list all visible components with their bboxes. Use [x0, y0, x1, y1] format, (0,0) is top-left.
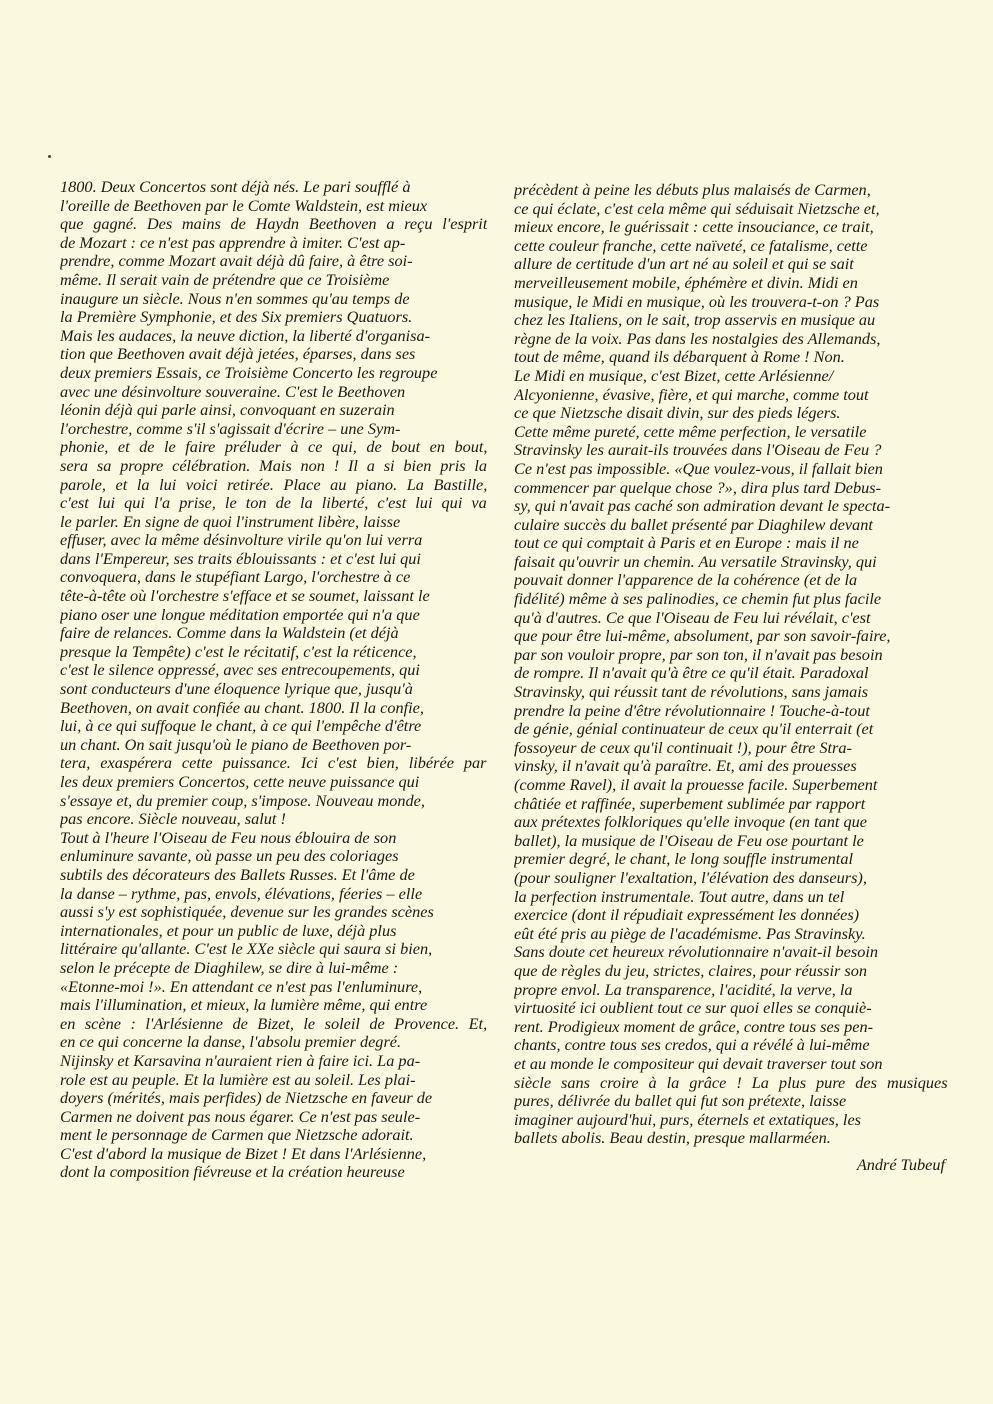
text-line: c'est le silence oppressé, avec ses entrecoupements, qui	[60, 661, 420, 680]
text-line: cette couleur franche, cette naïveté, ce fatalisme, cette	[514, 236, 868, 255]
text-line: (comme Ravel), il avait la prouesse facile. Superbement	[514, 776, 878, 794]
text-line: fidélité) même à ses palinodies, ce chemin fut plus facile	[514, 590, 882, 609]
text-line: dans l'Empereur, ses traits éblouissants : et c'est lui qui	[60, 549, 421, 568]
right-text-column	[514, 181, 948, 1148]
text-line: musique, le Midi en musique, où les trouvera-t-on ? Pas	[514, 292, 880, 311]
text-line: Nijinsky et Karsavina n'auraient rien à faire ici. La pa-	[60, 1051, 421, 1070]
text-line: par son vouloir propre, par son ton, il n'avait pas besoin	[514, 645, 883, 664]
text-line: sera sa propre célébration. Mais non ! Il a si bien pris la	[60, 456, 487, 475]
text-line: parole, et la lui voici retirée. Place au piano. La Bastille,	[60, 475, 487, 494]
text-line: la perfection instrumentale. Tout autre, dans un tel	[514, 887, 845, 906]
text-line: «Etonne-moi !». En attendant ce n'est pas l'enluminure,	[60, 977, 423, 996]
text-line: tera, exaspérera cette puissance. Ici c'est bien, libérée par	[60, 754, 487, 773]
text-line: aussi s'y est sophistiquée, devenue sur les grandes scènes	[60, 903, 434, 922]
text-line: imaginer aujourd'hui, purs, éternels et extatiques, les	[514, 1110, 862, 1129]
text-line: même. Il serait vain de prétendre que ce Troisième	[60, 270, 390, 289]
text-line: tête-à-tête où l'orchestre s'efface et se soumet, laissant le	[60, 587, 430, 606]
text-line: la Première Symphonie, et des Six premiers Quatuors.	[60, 308, 413, 327]
text-line: presque la Tempête) c'est le récitatif, c'est la réticence,	[60, 642, 417, 661]
text-line: précèdent à peine les débuts plus malaisés de Carmen,	[514, 181, 871, 199]
text-line: en scène : l'Arlésienne de Bizet, le soleil de Provence. Et,	[60, 1014, 487, 1033]
text-line: ce que Nietzsche disait divin, sur des pieds légers.	[514, 404, 841, 423]
text-line: chants, contre tous ses credos, qui a révélé à lui-même	[514, 1036, 870, 1055]
text-line: Beethoven, on avait confiée au chant. 1800. Il la confie,	[60, 698, 424, 717]
text-line: ballets abolis. Beau destin, presque mallarméen.	[514, 1129, 831, 1148]
text-line: ce qui éclate, c'est cela même qui séduisait Nietzsche et,	[514, 199, 880, 218]
text-line: Carmen ne doivent pas nous égarer. Ce n'est pas seule-	[60, 1107, 421, 1126]
text-line: de Mozart : ce n'est pas apprendre à imiter. C'est ap-	[60, 233, 406, 252]
text-line: exercice (dont il répudiait expressément les données)	[514, 906, 860, 925]
text-line: deux premiers Essais, ce Troisième Concerto les regroupe	[60, 363, 438, 382]
text-line: ment le personnage de Carmen que Nietzsche adorait.	[60, 1126, 414, 1145]
text-line: allure de certitude d'un art né au soleil et qui se sait	[514, 255, 854, 274]
text-line: s'essaye et, du premier coup, s'impose. Nouveau monde,	[60, 791, 425, 810]
text-line: propre envol. La transparence, l'acidité, la verve, la	[514, 980, 853, 999]
text-line: virtuosité ici oublient tout ce sur quoi elles se conquiè-	[514, 999, 872, 1018]
text-line: convoquera, dans le stupéfiant Largo, l'orchestre à ce	[60, 568, 411, 587]
text-line: que de règles du jeu, strictes, claires, pour réussir son	[514, 961, 868, 980]
text-line: que pour être lui-même, absolument, par son savoir-faire,	[514, 627, 891, 646]
text-line: pas encore. Siècle nouveau, salut !	[60, 810, 286, 829]
text-line: Alcyonienne, évasive, fière, et qui marche, comme tout	[514, 385, 869, 404]
text-line: commencer par quelque chose ?», dira plus tard Debus-	[514, 478, 882, 497]
text-line: inaugure un siècle. Nous n'en sommes qu'au temps de	[60, 289, 410, 308]
text-line: de rompre. Il n'avait qu'à être ce qu'il était. Paradoxal	[514, 664, 869, 683]
text-line: mais l'illumination, et mieux, la lumière même, qui entre	[60, 996, 428, 1015]
text-line: dont la composition fiévreuse et la création heureuse	[60, 1163, 405, 1182]
text-line: selon le précepte de Diaghilew, se dire à lui-même :	[60, 958, 399, 977]
text-line: léonin déjà qui parle ainsi, convoquant en suzerain	[60, 401, 395, 420]
text-line: Tout à l'heure l'Oiseau de Feu nous éblouira de son	[60, 828, 397, 847]
text-line: merveilleusement mobile, éphémère et divin. Midi en	[514, 273, 858, 292]
text-line: fossoyeur de ceux qu'il continuait !), pour être Stra-	[514, 738, 852, 757]
text-line: la danse – rythme, pas, envols, élévations, féeries – elle	[60, 884, 423, 903]
text-line: aux prétextes folkloriques qu'elle invoque (en tant que	[514, 813, 867, 832]
text-line: ballet), la musique de l'Oiseau de Feu ose pourtant le	[514, 831, 864, 850]
text-line: les deux premiers Concertos, cette neuve puissance qui	[60, 773, 420, 791]
text-line: que gagné. Des mains de Haydn Beethoven a reçu l'esprit	[60, 215, 487, 234]
text-line: faisait qu'ouvrir un chemin. Au versatile Stravinsky, qui	[514, 552, 877, 571]
text-line: un chant. On sait jusqu'où le piano de Beethoven por-	[60, 735, 412, 754]
text-line: subtils des décorateurs des Ballets Russes. Et l'âme de	[60, 865, 415, 884]
text-line: tion que Beethoven avait déjà jetées, éparses, dans ses	[60, 345, 416, 364]
ink-speck	[48, 155, 51, 158]
text-line: avec une désinvolture souveraine. C'est le Beethoven	[60, 382, 406, 401]
text-line: faire de relances. Comme dans la Waldstein (et déjà	[60, 624, 399, 643]
text-line: qu'à d'autres. Ce que l'Oiseau de Feu lui révélait, c'est	[514, 608, 871, 627]
text-line: role est au peuple. Et la lumière est au soleil. Les plai-	[60, 1070, 416, 1089]
text-line: Cette même pureté, cette même perfection, le versatile	[514, 422, 867, 441]
text-line: l'oreille de Beethoven par le Comte Waldstein, est mieux	[60, 196, 428, 215]
text-line: enluminure savante, où passe un peu des coloriages	[60, 847, 399, 866]
text-line: phonie, et de le faire préluder à ce qui, de bout en bout,	[60, 438, 487, 457]
text-line: Le Midi en musique, c'est Bizet, cette Arlésienne/	[514, 366, 834, 385]
text-line: 1800. Deux Concertos sont déjà nés. Le pari soufflé à	[60, 178, 411, 196]
text-line: littéraire qu'allante. C'est le XXe siècle qui saura si bien,	[60, 940, 433, 959]
text-line: tout de même, quand ils débarquent à Rome ! Non.	[514, 348, 845, 367]
text-line: pouvait donner l'apparence de la cohérence (et de la	[514, 571, 858, 590]
text-line: siècle sans croire à la grâce ! La plus pure des musiques	[514, 1073, 948, 1092]
text-line: lui, à ce qui suffoque le chant, à ce qui l'empêche d'être	[60, 717, 422, 736]
text-line: effuser, avec la même désinvolture virile qu'on lui verra	[60, 531, 423, 550]
text-line: en ce qui concerne la danse, l'absolu premier degré.	[60, 1033, 402, 1052]
text-line: piano oser une longue méditation emportée qui n'a que	[60, 605, 420, 624]
text-line: règne de la voix. Pas dans les nostalgies des Allemands,	[514, 329, 881, 348]
text-line: premier degré, le chant, le long souffle instrumental	[514, 850, 853, 869]
text-line: culaire succès du ballet présenté par Diaghilew devant	[514, 515, 873, 534]
text-line: Ce n'est pas impossible. «Que voulez-vous, il fallait bien	[514, 459, 883, 478]
text-line: (pour souligner l'exaltation, l'élévation des danseurs),	[514, 868, 867, 887]
author-signature: André Tubeuf	[856, 1155, 945, 1174]
text-line: tout ce qui comptait à Paris et en Europe : mais il ne	[514, 534, 859, 553]
text-line: prendre, comme Mozart avait déjà dû faire, à être soi-	[60, 252, 413, 271]
text-line: sont conducteurs d'une éloquence lyrique que, jusqu'à	[60, 680, 413, 699]
text-line: sy, qui n'avait pas caché son admiration devant le specta-	[514, 497, 891, 516]
text-line: chez les Italiens, on le sait, trop asservis en musique au	[514, 311, 876, 330]
text-line: doyers (mérités, mais perfides) de Nietzsche en faveur de	[60, 1089, 433, 1108]
text-line: de génie, génial continuateur de ceux qu'il enterrait (et	[514, 720, 874, 739]
text-line: internationales, et pour un public de luxe, déjà plus	[60, 921, 397, 940]
text-line: vinsky, il n'avait qu'à paraître. Et, ami des prouesses	[514, 757, 857, 776]
text-line: le parler. En signe de quoi l'instrument libère, laisse	[60, 512, 401, 531]
text-line: pures, délivrée du ballet qui fut son prétexte, laisse	[514, 1092, 847, 1111]
text-line: Stravinsky les aurait-ils trouvées dans l'Oiseau de Feu ?	[514, 441, 882, 460]
text-line: C'est d'abord la musique de Bizet ! Et dans l'Arlésienne,	[60, 1144, 427, 1163]
left-text-column	[60, 178, 487, 1182]
text-line: Mais les audaces, la neuve diction, la liberté d'organisa-	[60, 326, 431, 345]
text-line: mieux encore, le guérissait : cette insouciance, ce trait,	[514, 218, 874, 237]
text-line: Sans doute cet heureux révolutionnaire n'avait-il besoin	[514, 943, 878, 962]
text-line: rent. Prodigieux moment de grâce, contre tous ses pen-	[514, 1017, 874, 1036]
text-line: prendre la peine d'être révolutionnaire ! Touche-à-tout	[514, 701, 870, 720]
text-line: l'orchestre, comme s'il s'agissait d'écrire – une Sym-	[60, 419, 401, 438]
text-line: châtiée et raffinée, superbement sublimée par rapport	[514, 794, 866, 813]
text-line: Stravinsky, qui réussit tant de révolutions, sans jamais	[514, 683, 869, 702]
text-line: et au monde le compositeur qui devait traverser tout son	[514, 1054, 883, 1073]
text-line: c'est lui qui l'a prise, le ton de la liberté, c'est lui qui va	[60, 494, 487, 513]
text-line: eût été pris au piège de l'académisme. Pas Stravinsky.	[514, 924, 866, 943]
